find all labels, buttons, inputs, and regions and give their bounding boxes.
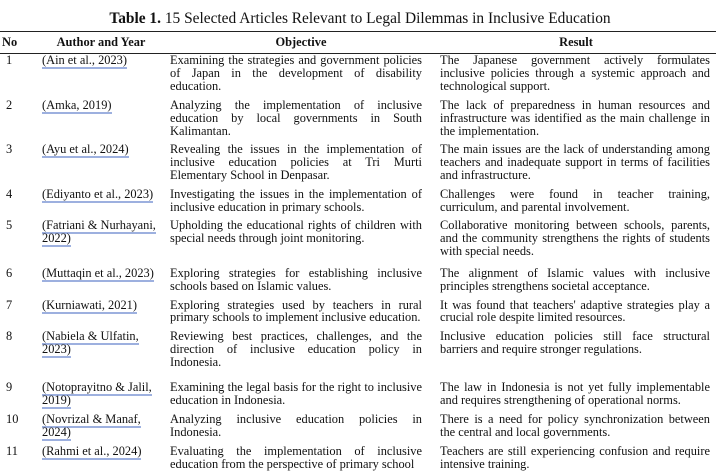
result-cell: Collaborative monitoring between schools, parents, and the community strengthens the rights of students with special needs. [440,217,710,258]
result-cell: The lack of preparedness in human resources and infrastructure was identified as the main challenge in the implementation. [440,97,710,138]
row-number: 11 [6,443,18,458]
objective-cell: Upholding the educational rights of children with special needs through joint monitoring. [170,217,422,245]
table-row [0,143,716,188]
objective-cell: Examining the strategies and government policies of Japan in the development of disability education. [170,53,422,93]
citation-link[interactable]: (Novrizal & Manaf, 2024) [42,411,141,439]
table-row [0,299,716,331]
row-number: 6 [6,265,13,280]
row-number: 4 [6,187,13,202]
objective-cell: Investigating the issues in the implementation of inclusive education in primary schools. [170,187,422,215]
objective-cell: Exploring strategies for establishing inclusive schools based on Islamic values. [170,265,422,293]
row-number: 5 [6,217,13,232]
author-cell [36,219,166,263]
citation-link[interactable]: (Rahmi et al., 2024) [42,443,142,458]
table-row [0,330,716,375]
citation-link[interactable]: (Ain et al., 2023) [42,53,127,67]
row-number: 3 [6,142,13,157]
row-number: 8 [6,329,13,344]
objective-cell: Exploring strategies used by teachers in rural primary schools to implement inclusive education. [170,297,422,325]
result-cell: The Japanese government actively formulates inclusive policies through a systemic approach and technological support. [440,53,710,93]
table-row [0,54,716,99]
table-label: Table 1. [109,10,161,27]
header-result: Result [436,32,716,54]
objective-cell: Revealing the issues in the implementation of inclusive education policies at Tri Murti Elementary School in Denpasar. [170,142,422,183]
result-cell: The alignment of Islamic values with inclusive principles strengthens societal acceptance. [440,265,710,293]
table-title: 15 Selected Articles Relevant to Legal Dilemmas in Inclusive Education [164,10,611,27]
citation-link[interactable]: (Ayu et al., 2024) [42,142,129,157]
result-cell: It was found that teachers' adaptive strategies play a crucial role despite limited resources. [440,297,710,325]
table-row [0,188,716,219]
table-caption [0,10,720,28]
author-cell [36,54,166,99]
result-cell: Teachers are still experiencing confusion and require intensive training. [440,443,710,471]
header-no: No [0,32,36,54]
result-cell: The law in Indonesia is not yet fully implementable and requires strengthening of operational norms. [440,380,710,407]
author-cell [36,413,166,445]
result-cell: Challenges were found in teacher training, curriculum, and parental involvement. [440,187,710,215]
objective-cell: Reviewing best practices, challenges, and the direction of inclusive education policy in Indonesia. [170,329,422,370]
citation-link[interactable]: (Notoprayitno & Jalil, 2019) [42,380,152,407]
objective-cell: Evaluating the implementation of inclusive education from the perspective of primary school [170,443,422,471]
objective-cell: Examining the legal basis for the right to inclusive education in Indonesia. [170,380,422,407]
author-cell [36,445,166,476]
citation-link[interactable]: (Nabiela & Ulfatin, 2023) [42,329,139,357]
result-cell: The main issues are the lack of understanding among teachers and inadequate support in terms of facilities and infrastructure. [440,142,710,183]
row-number: 10 [6,411,19,426]
table-row [0,263,716,299]
citation-link[interactable]: (Kurniawati, 2021) [42,297,137,312]
table-row [0,219,716,263]
author-cell [36,375,166,413]
table-header-row [0,32,716,54]
row-number: 9 [6,380,13,395]
row-number: 2 [6,97,13,112]
articles-table [0,31,716,476]
objective-cell: Analyzing inclusive education policies in Indonesia. [170,411,422,439]
table-row [0,99,716,144]
citation-link[interactable]: (Muttaqin et al., 2023) [42,265,154,280]
row-number: 7 [6,297,13,312]
citation-link[interactable]: (Amka, 2019) [42,97,112,112]
result-cell: There is a need for policy synchronization between the central and local governments. [440,411,710,439]
author-cell [36,263,166,299]
header-author: Author and Year [36,32,166,54]
table-row [0,413,716,445]
author-cell [36,188,166,219]
citation-link[interactable]: (Ediyanto et al., 2023) [42,187,154,202]
author-cell [36,143,166,188]
table-row [0,445,716,476]
table-row [0,375,716,413]
citation-link[interactable]: (Fatriani & Nurhayani, 2022) [42,217,156,245]
objective-cell: Analyzing the implementation of inclusive education by local governments in South Kalimantan. [170,97,422,138]
header-objective: Objective [166,32,436,54]
author-cell [36,299,166,331]
author-cell [36,330,166,375]
row-number: 1 [6,53,13,67]
author-cell [36,99,166,144]
result-cell: Inclusive education policies still face structural barriers and require stronger regulations. [440,329,710,357]
